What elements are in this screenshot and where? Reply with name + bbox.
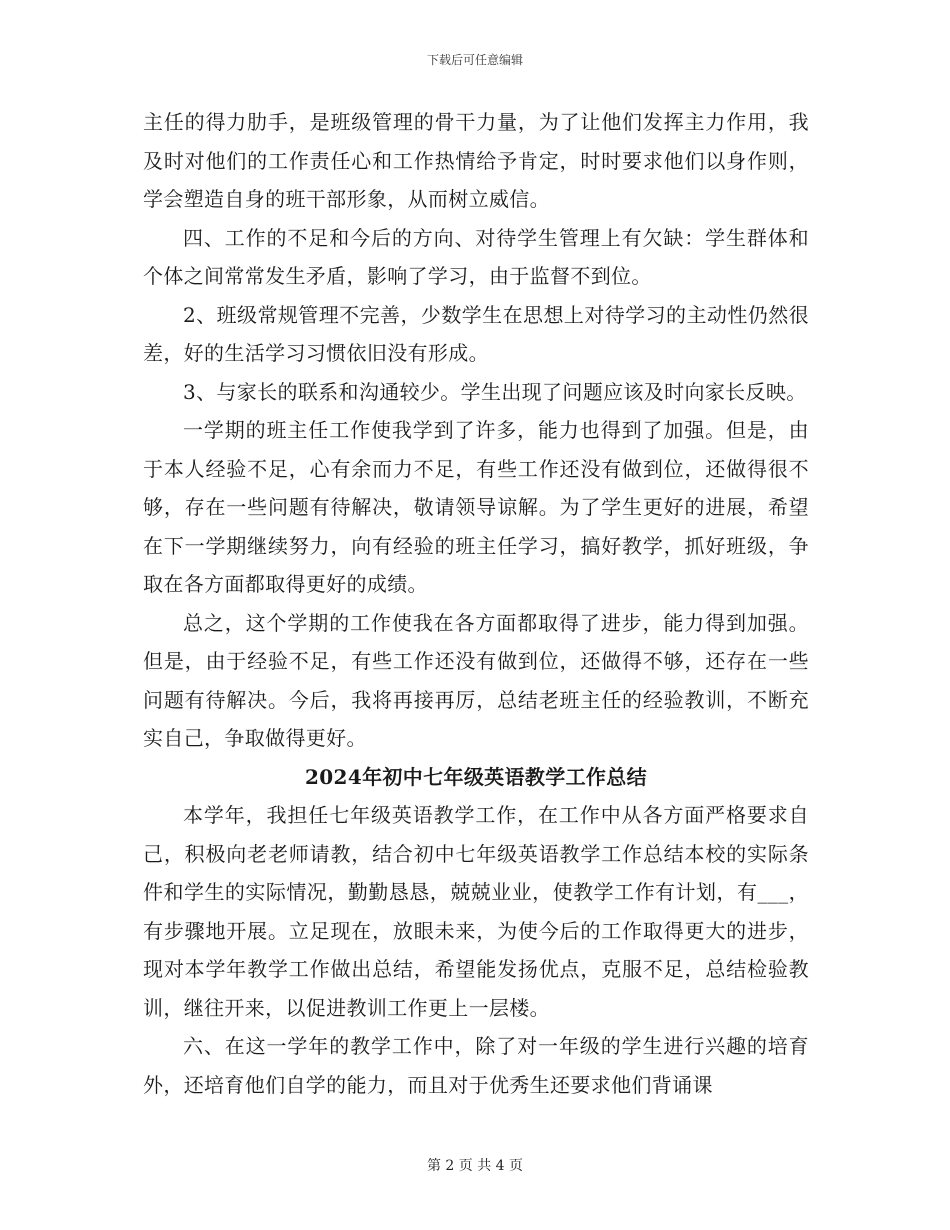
paragraph: 一学期的班主任工作使我学到了许多，能力也得到了加强。但是，由于本人经验不足，心有余而力不足，有些工作还没有做到位，还做得很不够，存在一些问题有待解决，敬请领导谅解。为了学生更好的进展，希望在下一学期继续努力，向有经验的班主任学习，搞好教学，抓好班级，争取在各方面都取得更好的成绩。: [143, 418, 809, 596]
page-number: 第 2 页 共 4 页: [426, 1158, 524, 1174]
document-body: [143, 103, 809, 1104]
paragraph: 总之，这个学期的工作使我在各方面都取得了进步，能力得到加强。但是，由于经验不足，有些工作还没有做到位，还做得不够，还存在一些问题有待解决。今后，我将再接再厉，总结老班主任的经验教训，不断充实自己，争取做得更好。: [143, 610, 809, 750]
paragraph: 六、在这一学年的教学工作中，除了对一年级的学生进行兴趣的培育外，还培育他们自学的能力，而且对于优秀生还要求他们背诵课: [143, 1034, 809, 1097]
paragraph: 四、工作的不足和今后的方向、对待学生管理上有欠缺：学生群体和个体之间常常发生矛盾，影响了学习，由于监督不到位。: [143, 225, 809, 288]
paragraph: 2、班级常规管理不完善，少数学生在思想上对待学习的主动性仍然很差，好的生活学习习惯依旧没有形成。: [143, 302, 809, 365]
page-header-note: 下载后可任意编辑: [426, 53, 523, 67]
section-title: 2024年初中七年级英语教学工作总结: [305, 764, 647, 789]
paragraph: 本学年，我担任七年级英语教学工作，在工作中从各方面严格要求自己，积极向老老师请教，结合初中七年级英语教学工作总结本校的实际条件和学生的实际情况，勤勤恳恳，兢兢业业，使教学工作有计划，有___，有步骤地开展。立足现在，放眼未来，为使今后的工作取得更大的进步，现对本学年教学工作做出总结，希望能发扬优点，克服不足，总结检验教训，继往开来，以促进教训工作更上一层楼。: [143, 803, 809, 1020]
paragraph: 3、与家长的联系和沟通较少。学生出现了问题应该及时向家长反映。: [183, 379, 807, 404]
paragraph: 主任的得力肋手，是班级管理的骨干力量，为了让他们发挥主力作用，我及时对他们的工作责任心和工作热情给予肯定，时时要求他们以身作则，学会塑造自身的班干部形象，从而树立威信。: [143, 110, 809, 211]
